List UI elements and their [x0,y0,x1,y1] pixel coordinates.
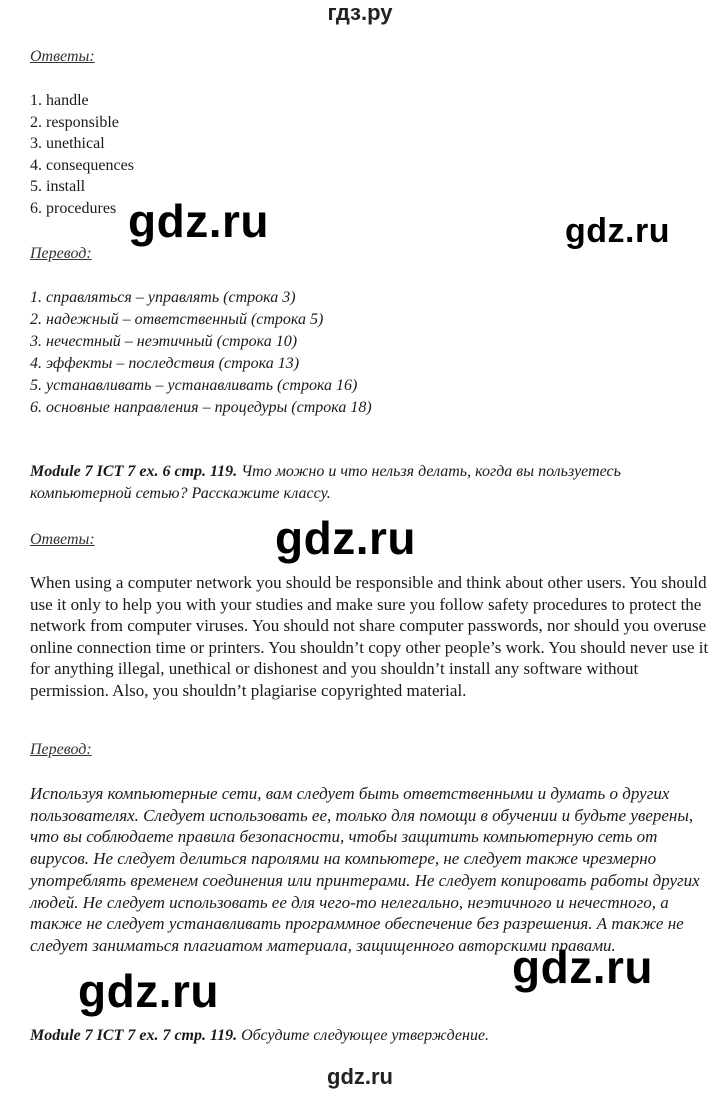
translation-label-2: Перевод: [30,741,92,758]
list-item: 2. responsible [30,113,119,131]
watermark-logo: gdz.ru [275,512,416,564]
task-heading-ex7 [30,1025,710,1047]
task-ref: Module 7 ICT 7 ex. 6 стр. 119. [30,463,238,480]
answers-list-1 [30,90,134,219]
list-item: 6. основные направления – процедуры (строка 18) [30,399,372,416]
list-item: 3. нечестный – неэтичный (строка 10) [30,333,298,350]
list-item: 2. надежный – ответственный (строка 5) [30,311,324,328]
list-item: 3. unethical [30,135,105,152]
translation-label-1: Перевод: [30,245,92,262]
task-question: Обсудите следующее утверждение. [241,1027,490,1044]
task-heading-ex6 [30,461,710,505]
watermark-logo: gdz.ru [512,941,653,993]
watermark-logo: gdz.ru [78,965,219,1017]
list-item: 6. procedures [30,199,117,217]
answers-label-2: Ответы: [30,531,95,548]
translation-paragraph: Используя компьютерные сети, вам следует быть ответственными и думать о других пользователях. Следует использовать ее, только для помощи в обучении и будьте уверены, что вы соблюдаете правила безопасности, чтобы защитить компьютерную сеть от вирусов. Не следует делиться паролями на компьютере, не следует также чрезмерно употреблять временем соединения или принтерами. Не следует копировать работы других людей. Не следует использовать ее для чего-то нелегально, неэтичного и нечестного, а также не следует устанавливать программное обеспечение без разрешения. А также не следует заниматься плагиатом материала, защищенного авторскими правами. [30,784,700,955]
answers-label-1: Ответы: [30,48,95,65]
task-ref: Module 7 ICT 7 ex. 7 стр. 119. [30,1027,238,1044]
list-item: 4. эффекты – последствия (строка 13) [30,355,300,372]
list-item: 1. справляться – управлять (строка 3) [30,289,296,306]
task-question: Что можно и что нельзя делать, когда вы пользуетесь компьютерной сетью? Расскажите классу. [30,463,621,502]
answer-paragraph: When using a computer network you should be responsible and think about other users. You should use it only to help you with your studies and make sure you follow safety procedures to protect the network from computer viruses. You should not share computer passwords, nor should you overuse online connection time or printers. You shouldn’t copy other people’s work. You should never use it for anything illegal, unethical or dishonest and you shouldn’t install any software without permission. Also, you shouldn’t plagiarise copyrighted material. [30,573,709,700]
list-item: 1. handle [30,92,89,109]
watermark-logo: gdz.ru [128,195,269,247]
list-item: 5. устанавливать – устанавливать (строка 16) [30,377,358,394]
list-item: 4. consequences [30,156,134,174]
list-item: 5. install [30,178,86,195]
watermark-logo: gdz.ru [565,212,670,250]
site-header: гдз.ру [327,0,393,25]
site-footer: gdz.ru [327,1064,393,1089]
translation-list-1 [30,287,372,419]
